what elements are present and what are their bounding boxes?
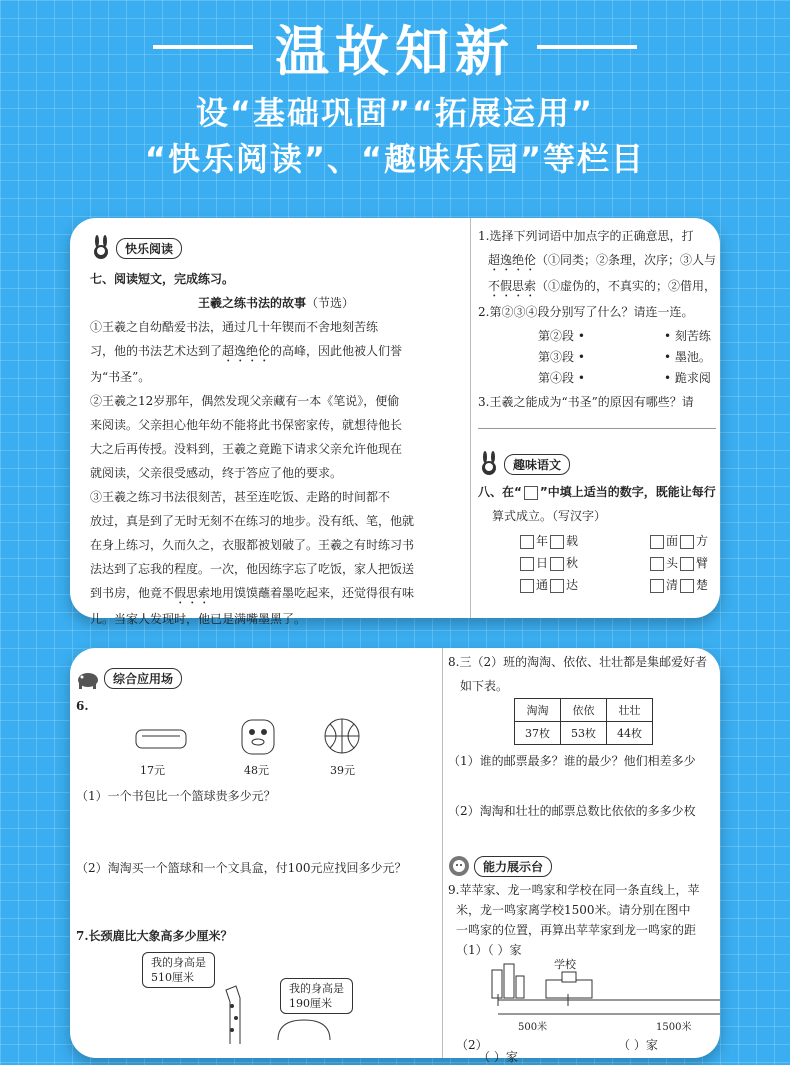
para1-dotted-word: 超逸绝伦 xyxy=(222,344,271,358)
para2-line: ②王羲之12岁那年，偶然发现父亲藏有一本《笔说》，便偷 xyxy=(90,394,400,408)
match-left-item[interactable]: 第②段 • xyxy=(538,329,585,343)
match-right-item[interactable]: • 刻苦练 xyxy=(664,329,711,343)
table-header-cell: 依依 xyxy=(561,699,607,722)
q8-sub2-answer-space[interactable] xyxy=(448,823,720,849)
q9-line: 一鸣家的位置，再算出苹苹家到龙一鸣家的距 xyxy=(456,923,697,937)
para1-line1: ①王羲之自幼酷爱书法，通过几十年锲而不舍地刻苦练 xyxy=(90,320,379,334)
q6-sub1: （1）一个书包比一个篮球贵多少元？ xyxy=(76,788,276,803)
para1-line2 xyxy=(90,339,462,365)
elephant-figure-icon xyxy=(274,1016,334,1040)
answer-box[interactable] xyxy=(520,557,534,571)
reading-task: 七、阅读短文，完成练习。 xyxy=(90,272,235,286)
stamps-table xyxy=(514,698,653,745)
header-title-row xyxy=(0,12,790,82)
badge-applied xyxy=(76,668,182,689)
q9-sub2-blank-2[interactable]: （ ）家 xyxy=(618,1038,658,1052)
q7-text: 7.长颈鹿比大象高多少厘米？ xyxy=(76,928,233,943)
q6-sub1-answer-space[interactable] xyxy=(76,808,442,856)
page2-left-column xyxy=(76,648,442,1058)
elephant-icon xyxy=(76,669,100,689)
match-left-list xyxy=(538,326,585,389)
badge-ability-label: 能力展示台 xyxy=(474,856,552,877)
price-basketball: 39元 xyxy=(330,763,355,777)
match-right-item[interactable]: • 跪求阅 xyxy=(664,371,711,385)
q8-sub1: （1）谁的邮票最多？谁的最少？他们相差多少 xyxy=(448,754,696,768)
q8-stamps-text: 8.三（2）班的淘淘、依依、壮壮都是集邮爱好者 xyxy=(448,655,708,669)
lion-icon xyxy=(448,855,470,877)
q8-subtext: 算式成立。（写汉字） xyxy=(492,509,607,523)
title-left-line xyxy=(153,45,253,49)
number-line-diagram xyxy=(448,958,720,1033)
match-left-item[interactable]: 第③段 • xyxy=(538,350,585,364)
para3-line: 在身上练习，久而久之，衣服都被划破了。王羲之有时练习书 xyxy=(90,538,415,552)
workbook-page-1 xyxy=(70,218,720,626)
answer-box[interactable] xyxy=(680,557,694,571)
match-right-item[interactable]: • 墨池。 xyxy=(664,350,711,364)
answer-box[interactable] xyxy=(520,579,534,593)
badge-reading xyxy=(90,236,182,260)
number-grid xyxy=(478,528,720,618)
grid-right: 面 方 头 臂 清 楚 xyxy=(648,530,708,596)
basketball-icon xyxy=(322,716,362,756)
q6-sub2-answer-space[interactable] xyxy=(76,880,442,924)
para3-b: 到书房，他竟不 xyxy=(90,586,175,600)
badge-fun-chinese-label: 趣味语文 xyxy=(504,454,570,475)
answer-box[interactable] xyxy=(680,535,694,549)
workbook-page-2 xyxy=(70,648,720,1064)
page1-right-column xyxy=(478,218,720,618)
answer-box[interactable] xyxy=(520,535,534,549)
answer-box[interactable] xyxy=(550,557,564,571)
page-title: 温故知新 xyxy=(275,19,515,83)
match-left-item[interactable]: 第④段 • xyxy=(538,371,585,385)
q9-line: 9.苹苹家、龙一鸣家和学校在同一条直线上，苹 xyxy=(448,883,700,897)
table-header-cell: 壮壮 xyxy=(607,699,653,722)
q8-text: 八、在“ ”中填上适当的数字，既能让每行 xyxy=(478,485,716,499)
para2-line: 来阅读。父亲担心他年幼不能将此书保密家传，就想待他长 xyxy=(90,418,403,432)
q1b-word: 不假思索 xyxy=(488,279,537,293)
table-row xyxy=(515,722,653,745)
answer-box[interactable] xyxy=(650,579,664,593)
badge-fun-chinese xyxy=(478,451,570,477)
q1a-options: （①同类；②条理，次序；③人与 xyxy=(536,253,717,267)
table-cell: 44枚 xyxy=(607,722,653,745)
para1-b: 习，他的书法艺术达到了 xyxy=(90,344,223,358)
answer-box[interactable] xyxy=(550,535,564,549)
page2-right-column xyxy=(448,648,720,1064)
q9-sub2-blank-1[interactable]: （ ）家 xyxy=(478,1050,518,1064)
answer-box[interactable] xyxy=(680,579,694,593)
grid-left: 年 载 日 秋 通 达 xyxy=(518,530,578,596)
para3-last-line: 儿。当家人发现时，他已是满嘴墨黑了。 xyxy=(90,612,307,626)
story-heading xyxy=(90,291,462,315)
q6-sub2: （2）淘淘买一个篮球和一个文具盒，付100元应找回多少元？ xyxy=(76,860,407,875)
answer-box[interactable] xyxy=(550,579,564,593)
match-right-list xyxy=(664,326,711,389)
giraffe-speech-bubble: 我的身高是 510厘米 xyxy=(142,952,215,988)
badge-ability xyxy=(448,855,552,877)
para3-line: ③王羲之练习书法很刻苦，甚至连吃饭、走路的时间都不 xyxy=(90,490,391,504)
elephant-speech-bubble: 我的身高是 190厘米 xyxy=(280,978,353,1014)
q8-stamps-sub: 如下表。 xyxy=(460,679,509,693)
subtitle-line-2: “快乐阅读”、“趣味乐园”等栏目 xyxy=(144,140,646,178)
table-cell: 37枚 xyxy=(515,722,561,745)
table-row xyxy=(515,699,653,722)
subtitle-line-1: 设“基础巩固”“拓展运用” xyxy=(195,94,595,132)
q2-text: 2.第②③④段分别写了什么？请连一连。 xyxy=(478,305,694,319)
rabbit-icon xyxy=(478,451,500,477)
items-illustration xyxy=(76,718,442,780)
story-title: 王羲之练书法的故事 xyxy=(197,296,306,310)
match-area xyxy=(478,324,720,390)
price-pencil-case: 17元 xyxy=(140,763,165,777)
q3-answer-line[interactable] xyxy=(478,414,716,429)
para3-c: 地用馍馍蘸着墨吃起来，还觉得很有味 xyxy=(210,586,415,600)
q9-sub1: （1）（ ）家 xyxy=(456,943,522,957)
distance-label-1500: 1500米 xyxy=(656,1022,692,1033)
para1-c: 的高峰，因此他被人们誉 xyxy=(270,344,403,358)
q1a-word: 超逸绝伦 xyxy=(488,253,537,267)
para3-line: 放过，真是到了无时无刻不在练习的地步。没有纸、笔，他就 xyxy=(90,514,415,528)
q3-text: 3.王羲之能成为“书圣”的原因有哪些？请 xyxy=(478,395,694,409)
table-header-cell: 淘淘 xyxy=(515,699,561,722)
story-note: （节选） xyxy=(306,296,355,310)
para3-line: 法达到了忘我的程度。一次，他因练字忘了吃饭，家人把饭送 xyxy=(90,562,415,576)
para2-line: 大之后再传授。没料到，王羲之竟跪下请求父亲允许他现在 xyxy=(90,442,403,456)
backpack-icon xyxy=(236,712,280,758)
q1b-options: （①虚伪的，不真实的；②借用， xyxy=(536,279,717,293)
school-label: 学校 xyxy=(554,958,576,971)
distance-label-500: 500米 xyxy=(518,1022,548,1033)
q7-illustration xyxy=(76,948,442,1038)
blank-box xyxy=(524,486,538,500)
pencil-case-icon xyxy=(134,724,190,754)
answer-box[interactable] xyxy=(650,535,664,549)
q9-sub2-row xyxy=(448,1034,720,1064)
badge-applied-label: 综合应用场 xyxy=(104,668,182,689)
page2-divider xyxy=(442,648,443,1058)
rabbit-icon xyxy=(90,236,112,260)
q1-item-b xyxy=(478,274,720,300)
para3-line-dotted xyxy=(90,581,462,607)
q9-sub2-label: （2） xyxy=(456,1038,488,1052)
q8-sub2: （2）淘淘和壮壮的邮票总数比依依的多多少枚 xyxy=(448,804,696,818)
q9-line: 米，龙一鸣家离学校1500米。请分别在图中 xyxy=(456,903,691,917)
para2-line: 就阅读，父亲很受感动，终于答应了他的要求。 xyxy=(90,466,343,480)
q1-text: 1.选择下列词语中加点字的正确意思，打 xyxy=(478,229,694,243)
answer-box[interactable] xyxy=(650,557,664,571)
q6-label: 6. xyxy=(76,698,89,713)
table-cell: 53枚 xyxy=(561,722,607,745)
badge-reading-label: 快乐阅读 xyxy=(116,238,182,259)
q1-item-a xyxy=(478,248,720,274)
page1-left-column xyxy=(90,218,462,626)
page1-divider xyxy=(470,218,471,618)
para1-line3: 为“书圣”。 xyxy=(90,370,151,384)
q8-sub1-answer-space[interactable] xyxy=(448,773,720,799)
giraffe-icon xyxy=(216,984,256,1044)
para3-dotted-word: 假思索 xyxy=(174,586,211,600)
price-backpack: 48元 xyxy=(244,763,269,777)
title-right-line xyxy=(537,45,637,49)
